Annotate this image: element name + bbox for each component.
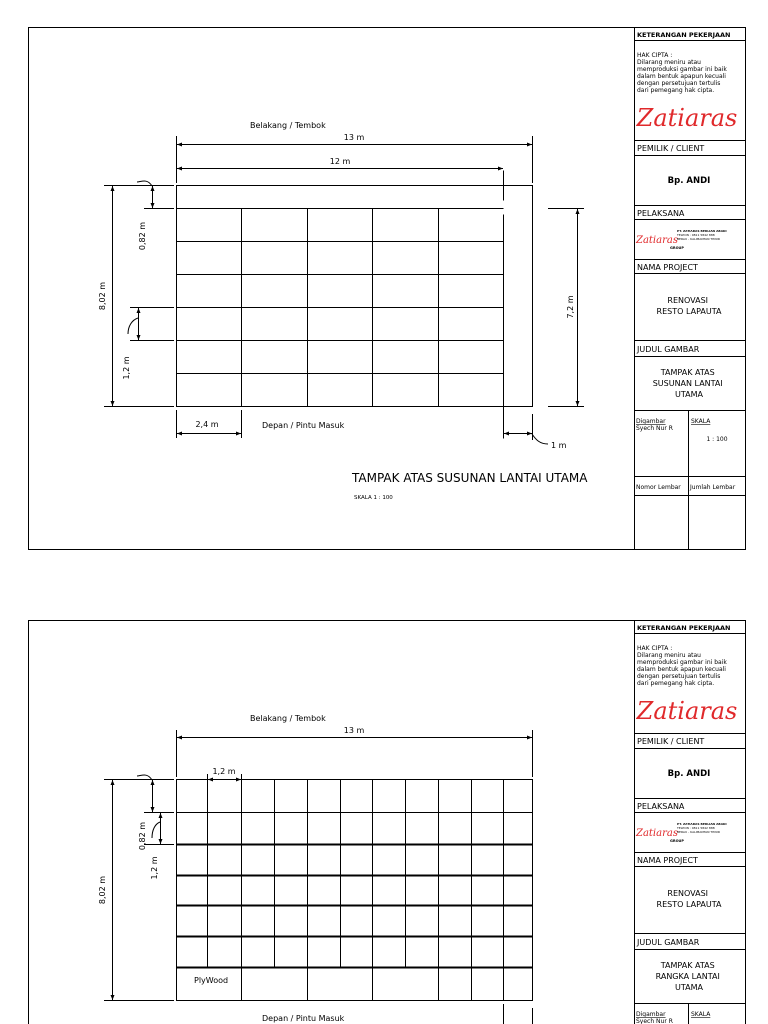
dim-1-2m-vertical: 1,2 m [150,856,159,880]
drawing-scale: SKALA 1 : 100 [354,495,393,501]
sheet-2-labels [98,714,364,1023]
sheet-1-floor-plan [177,171,533,439]
contractor-logo-group: GROUP [670,839,684,843]
dim-2-4m: 2,4 m [195,420,219,429]
dim-13m: 13 m [343,726,365,735]
drawing-label: JUDUL GAMBAR [637,938,700,947]
brand-logo: Zatiaras [636,697,738,725]
back-wall-label: Belakang / Tembok [250,714,326,723]
copyright-text: HAK CIPTA : Dilarang meniru atau memproduksi gambar ini baik dalam bentuk apapun kecuali dengan persetujuan tertulis dari pemegang hak cipta. [637,645,727,687]
dim-1-2m-horizontal: 1,2 m [212,767,236,776]
scale-value: 1 : 100 [706,436,728,443]
contractor-label: PELAKSANA [637,209,685,218]
back-wall-label: Belakang / Tembok [250,121,326,130]
dim-0-82m: 0,82 m [138,821,147,851]
sheet-2-title-block-text [635,624,737,1024]
scale-label: SKALA [691,418,711,425]
client-label: PEMILIK / CLIENT [637,737,705,746]
panel-header: KETERANGAN PEKERJAAN [637,624,731,632]
dim-1-2m-vertical: 1,2 m [122,356,131,380]
drawing-title-main: TAMPAK ATAS SUSUNAN LANTAI UTAMA [352,471,588,485]
contractor-logo-group: GROUP [670,246,684,250]
client-name: Bp. ANDI [667,176,711,186]
project-name: RENOVASI RESTO LAPAUTA [656,889,722,909]
dim-1m: 1 m [551,441,567,450]
sheet-number-label: Nomor Lembar [636,484,681,491]
brand-logo: Zatiaras [636,104,738,132]
sheet-2-floor-frame [177,780,533,1001]
sheet-2-dimensions [104,730,533,1024]
sheet-1-title-block-text [635,31,737,491]
drawn-by: Syech Nur R [636,1018,673,1024]
client-name: Bp. ANDI [667,769,711,779]
scale-label: SKALA [691,1011,711,1018]
dim-8-02m: 8,02 m [98,875,107,905]
contractor-label: PELAKSANA [637,802,685,811]
drawn-by: Syech Nur R [636,425,673,432]
plywood-label: PlyWood [194,976,229,985]
dim-8-02m: 8,02 m [98,281,107,311]
project-label: NAMA PROJECT [637,856,698,865]
dim-12m: 12 m [329,157,351,166]
sheet-1-labels [98,121,588,501]
dim-0-82m: 0,82 m [138,221,147,251]
dim-7-2m: 7,2 m [566,295,575,319]
panel-header: KETERANGAN PEKERJAAN [637,31,731,39]
drawn-by-label: Digambar [636,418,666,425]
contractor-logo: Zatiaras [636,235,678,246]
drawn-by-label: Digambar [636,1011,666,1018]
contractor-logo: Zatiaras [636,828,678,839]
front-door-label: Depan / Pintu Masuk [262,1014,345,1023]
drawing-label: JUDUL GAMBAR [637,345,700,354]
front-door-label: Depan / Pintu Masuk [262,421,345,430]
company-info: PT. ZATIARAS BERLIAN ABADI TELPON : 0811 5842 888 BERAU - KALIMANTAN TIMUR [677,822,727,834]
project-name: RENOVASI RESTO LAPAUTA [656,296,722,316]
drawing-title: TAMPAK ATAS SUSUNAN LANTAI UTAMA [652,368,723,399]
project-label: NAMA PROJECT [637,263,698,272]
sheet-count-label: Jumlah Lembar [690,484,736,491]
dim-13m: 13 m [343,133,365,142]
copyright-text: HAK CIPTA : Dilarang meniru atau memproduksi gambar ini baik dalam bentuk apapun kecuali dengan persetujuan tertulis dari pemegang hak cipta. [637,52,727,94]
drawing-title: TAMPAK ATAS RANGKA LANTAI UTAMA [655,961,720,992]
company-info: PT. ZATIARAS BERLIAN ABADI TELPON : 0811 5842 888 BERAU - KALIMANTAN TIMUR [677,229,727,241]
client-label: PEMILIK / CLIENT [637,144,705,153]
